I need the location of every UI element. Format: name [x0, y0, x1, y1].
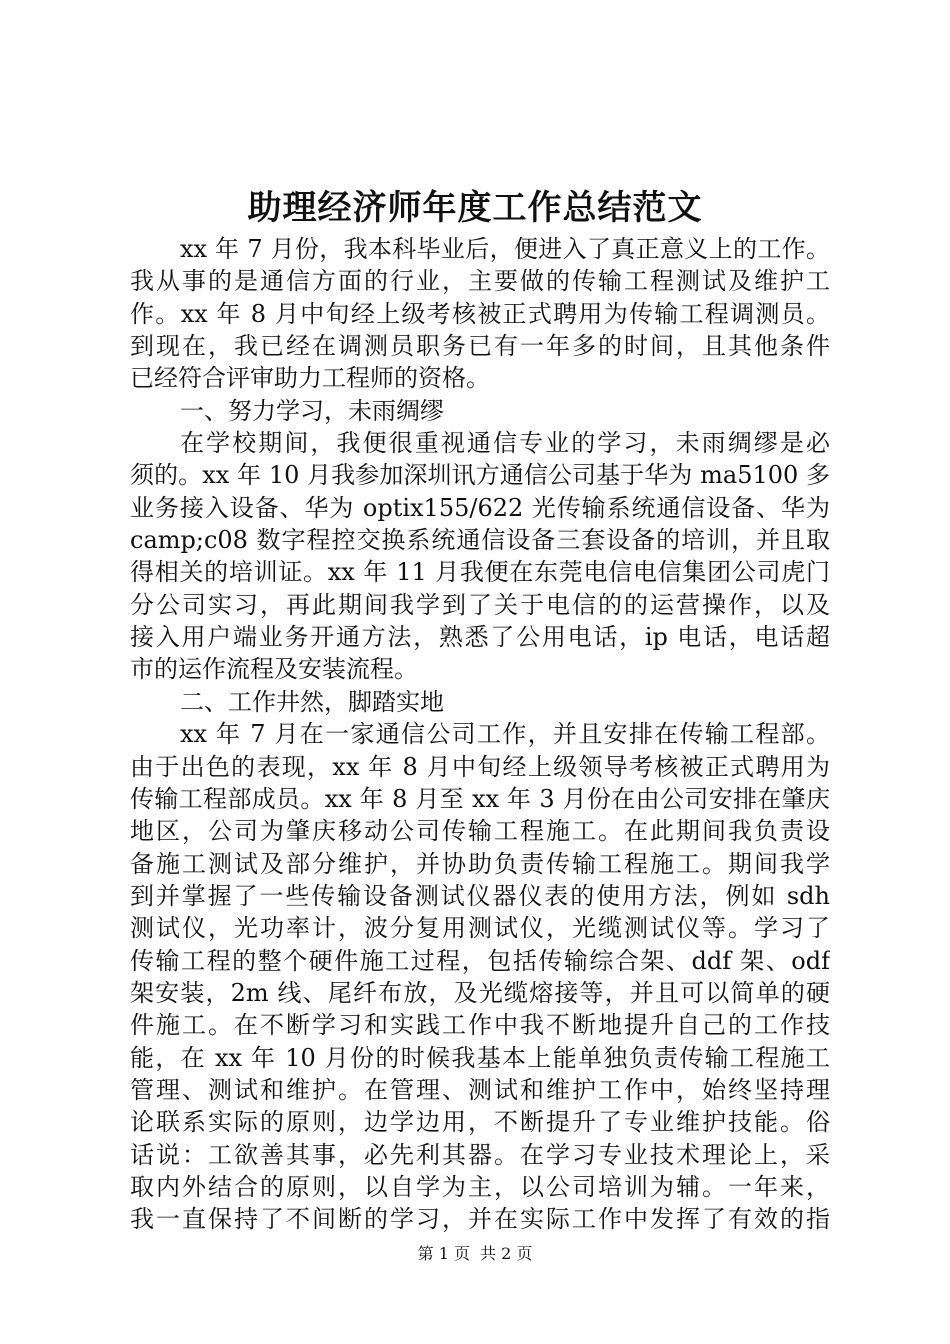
text-line: 话说：工欲善其事，必先利其器。在学习专业技术理论上，采: [130, 1140, 830, 1169]
page-total: 共 2 页: [480, 1244, 533, 1263]
text-line: camp;c08 数字程控交换系统通信设备三套设备的培训，并且取: [130, 526, 830, 555]
text-line: 到现在，我已经在调测员职务已有一年多的时间，且其他条件: [130, 332, 830, 361]
text-line: 取内外结合的原则，以自学为主，以公司培训为辅。一年来，: [130, 1172, 830, 1201]
page-footer: [0, 1243, 950, 1265]
text-line: 得相关的培训证。xx 年 11 月我便在东莞电信电信集团公司虎门: [130, 558, 830, 587]
text-line: 备施工测试及部分维护，并协助负责传输工程施工。期间我学: [130, 849, 830, 878]
text-line: 在学校期间，我便很重视通信专业的学习，未雨绸缪是必: [180, 429, 830, 458]
document-body: [130, 233, 830, 1236]
text-line: 地区，公司为肇庆移动公司传输工程施工。在此期间我负责设: [130, 817, 830, 846]
text-line: xx 年 7 月份，我本科毕业后，便进入了真正意义上的工作。: [180, 235, 830, 263]
text-line: 须的。xx 年 10 月我参加深圳讯方通信公司基于华为 ma5100 多: [130, 461, 830, 490]
text-line: 业务接入设备、华为 optix155/622 光传输系统通信设备、华为: [130, 493, 830, 522]
text-line: xx 年 7 月在一家通信公司工作，并且安排在传输工程部。: [180, 720, 830, 749]
text-line: 架安装，2m 线、尾纤布放，及光缆熔接等，并且可以简单的硬: [130, 978, 830, 1007]
text-line: 能，在 xx 年 10 月份的时候我基本上能单独负责传输工程施工: [130, 1043, 830, 1072]
text-line: 传输工程的整个硬件施工过程，包括传输综合架、ddf 架、odf: [130, 946, 830, 975]
text-line: 由于出色的表现，xx 年 8 月中旬经上级领导考核被正式聘用为: [130, 752, 830, 781]
text-line: 到并掌握了一些传输设备测试仪器仪表的使用方法，例如 sdh: [130, 881, 830, 910]
section-heading: 二、工作井然，脚踏实地: [180, 687, 444, 716]
page-number: 第 1 页: [417, 1244, 470, 1263]
document-title: 助理经济师年度工作总结范文: [247, 188, 703, 228]
section-heading: 一、努力学习，未雨绸缪: [180, 396, 444, 425]
text-line: 我一直保持了不间断的学习，并在实际工作中发挥了有效的指: [130, 1205, 830, 1234]
text-line: 已经符合评审助力工程师的资格。: [130, 364, 490, 393]
text-line: 接入用户端业务开通方法，熟悉了公用电话，ip 电话，电话超: [130, 623, 830, 652]
text-line: 件施工。在不断学习和实践工作中我不断地提升自己的工作技: [130, 1011, 830, 1040]
text-line: 管理、测试和维护。在管理、测试和维护工作中，始终坚持理: [130, 1075, 830, 1104]
text-line: 我从事的是通信方面的行业，主要做的传输工程测试及维护工: [130, 267, 830, 296]
text-line: 作。xx 年 8 月中旬经上级考核被正式聘用为传输工程调测员。: [130, 299, 830, 328]
text-line: 市的运作流程及安装流程。: [130, 655, 418, 684]
text-line: 传输工程部成员。xx 年 8 月至 xx 年 3 月份在由公司安排在肇庆: [130, 784, 830, 813]
text-line: 论联系实际的原则，边学边用，不断提升了专业维护技能。俗: [130, 1108, 830, 1137]
text-line: 测试仪，光功率计，波分复用测试仪，光缆测试仪等。学习了: [130, 914, 830, 943]
text-line: 分公司实习，再此期间我学到了关于电信的的运营操作，以及: [130, 590, 830, 619]
